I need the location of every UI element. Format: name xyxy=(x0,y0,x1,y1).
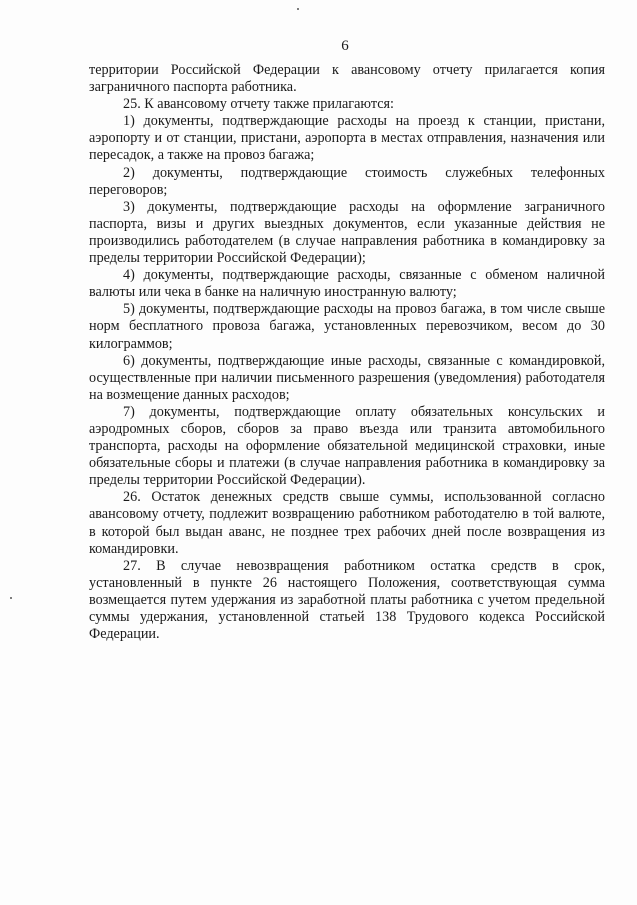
paragraph-25: 25. К авансовому отчету также прилагаются: xyxy=(123,96,394,113)
paragraph-25-item-2: 2) документы, подтверждающие стоимость служебных телефонных переговоров; xyxy=(89,164,605,198)
paragraph-27: 27. В случае невозвращения работником остатка средств в срок, установленный в пункте 26 настоящего Положения, соответствующая сумма возмещается путем удержания из заработной платы работника с учетом предельной суммы удержания, установленной статьей 138 Трудового кодекса Российской Федерации. xyxy=(89,557,605,643)
paragraph-25-item-6: 6) документы, подтверждающие иные расходы, связанные с командировкой, осуществленные при наличии письменного разрешения (уведомления) работодателя на возмещение данных расходов; xyxy=(89,352,605,403)
paragraph-25-item-7: 7) документы, подтверждающие оплату обязательных консульских и аэродромных сборов, сборов за право въезда или транзита автомобильного транспорта, расходы на оформление обязательной медицинской страховки, иные обязательные сборы и платежи (в случае направления работника в командировку за пределы территории Российской Федерации). xyxy=(89,403,605,489)
paragraph-26: 26. Остаток денежных средств свыше суммы, использованной согласно авансовому отчету, подлежит возвращению работником работодателю в той валюте, в которой был выдан аванс, не позднее трех рабочих дней после возвращения из командировки. xyxy=(89,489,605,557)
paragraph-continuation: территории Российской Федерации к авансовому отчету прилагается копия заграничного паспорта работника. xyxy=(89,62,605,96)
document-body xyxy=(89,62,605,643)
scan-speck xyxy=(297,8,299,10)
paragraph-25-item-4: 4) документы, подтверждающие расходы, связанные с обменом наличной валюты или чека в банке на наличную иностранную валюту; xyxy=(89,267,605,301)
paragraph-25-item-5: 5) документы, подтверждающие расходы на провоз багажа, в том числе свыше норм бесплатного провоза багажа, установленных перевозчиком, весом до 30 килограммов; xyxy=(89,301,605,352)
scan-speck xyxy=(10,597,12,599)
paragraph-25-item-3: 3) документы, подтверждающие расходы на оформление заграничного паспорта, визы и других выездных документов, если указанные действия не производились работодателем (в случае направления работника в командировку за пределы территории Российской Федерации); xyxy=(89,198,605,267)
page-number: 6 xyxy=(341,38,349,54)
paragraph-25-item-1: 1) документы, подтверждающие расходы на проезд к станции, пристани, аэропорту и от станции, пристани, аэропорта в местах отправления, назначения или пересадок, а также на провоз багажа; xyxy=(89,113,605,164)
